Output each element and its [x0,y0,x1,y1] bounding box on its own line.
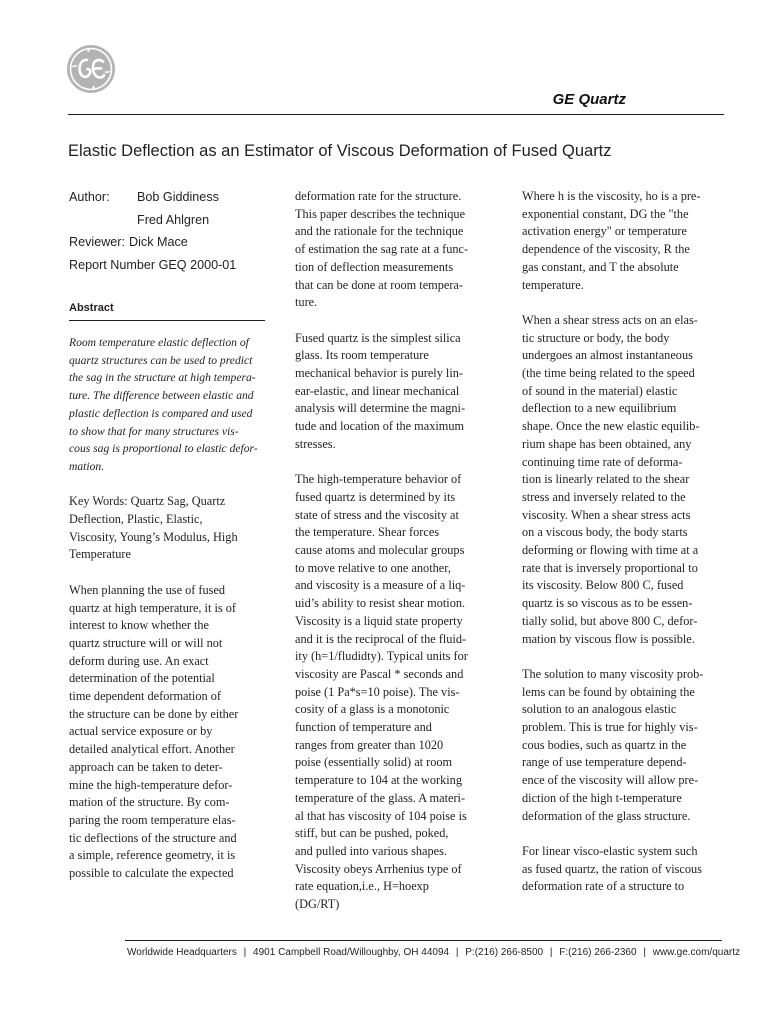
text-line: ear-elastic, and linear mechanical [295,383,460,398]
text-line: of sound in the material) elastic [522,383,678,398]
text-line: undergoes an almost instantaneous [522,348,693,363]
text-line: tic structure or body, the body [522,330,670,345]
header-divider [68,114,724,115]
text-line: al that has viscosity of 104 poise is [295,808,467,823]
text-line: function of temperature and [295,720,432,735]
author-name: Bob Giddiness [137,190,219,204]
text-line: deformation rate of a structure to [522,879,685,894]
text-line: When a shear stress acts on an elas- [522,312,698,327]
text-line: uid’s ability to resist shear motion. [295,596,466,611]
author-name: Fred Ahlgren [137,212,210,227]
text-line: rate equation,i.e., H=hoexp [295,879,429,894]
abstract-divider [69,320,265,321]
text-line: ture. [295,295,318,310]
text-line: time dependent deformation of [69,689,221,704]
text-line: Viscosity is a liquid state property [295,613,463,628]
text-line: the sag in the structure at high tempera- [69,371,256,385]
text-line: and pulled into various shapes. [295,843,447,858]
text-column-3 [522,188,727,914]
text-line: Temperature [69,547,131,562]
abstract-heading: Abstract [69,302,114,314]
text-line: range of use temperature depend- [522,755,687,770]
text-line: tially solid, but above 800 C, defor- [522,613,698,628]
reviewer-row [69,231,279,254]
paragraph [295,330,500,454]
text-line: mine the high-temperature defor- [69,777,233,792]
text-column-1 [69,334,269,900]
paragraph [69,582,269,883]
text-line: temperature of the glass. A materi- [295,790,466,805]
text-line: glass. Its room temperature [295,348,429,363]
report-number: Report Number GEQ 2000-01 [69,257,237,272]
text-line: the temperature. Shear forces [295,525,440,540]
text-line: actual service exposure or by [69,724,213,739]
text-line: detailed analytical effort. Another [69,742,235,757]
text-line: deformation rate for the structure. [295,189,462,203]
text-line: tic deflections of the structure and [69,830,237,845]
text-line: analysis will determine the magni- [295,401,466,416]
text-line: mechanical behavior is purely lin- [295,366,463,381]
text-line: The solution to many viscosity prob- [522,666,704,681]
text-line: Deflection, Plastic, Elastic, [69,512,203,527]
author-row [69,209,279,232]
footer-company: Worldwide Headquarters [127,947,237,958]
paragraph [69,493,269,564]
text-line: ity (h=1/fludidty). Typical units for [295,649,468,664]
text-line: The high-temperature behavior of [295,472,462,487]
text-column-2 [295,188,500,931]
text-line: shape. Once the new elastic equilib- [522,419,700,434]
document-title: Elastic Deflection as an Estimator of Viscous Deformation of Fused Quartz [68,142,612,160]
footer-divider [125,940,722,941]
footer-phone: P:(216) 266-8500 [465,947,544,958]
text-line: poise (1 Pa*s=10 poise). The vis- [295,684,460,699]
text-line: tion is linearly related to the shear [522,472,690,487]
paragraph [522,312,727,648]
text-line: ence of the viscosity will allow pre- [522,773,699,788]
text-line: solution to an analogous elastic [522,702,677,717]
text-line: cosity of a glass is a monotonic [295,702,450,717]
text-line: rate that is inversely proportional to [522,560,698,575]
text-line: mation of the structure. By com- [69,795,230,810]
text-line: quartz is so viscous as to be essen- [522,596,693,611]
text-line: as fused quartz, the ration of viscous [522,861,702,876]
text-line: Where h is the viscosity, ho is a pre- [522,189,701,203]
text-line: When planning the use of fused [69,582,226,597]
text-line: plastic deflection is compared and used [69,406,253,420]
text-line: possible to calculate the expected [69,866,234,881]
paragraph [295,471,500,914]
footer-website-link[interactable]: www.ge.com/quartz [652,947,740,958]
paragraph [522,843,727,896]
text-line: tion of deflection measurements [295,259,454,274]
text-line: tude and location of the maximum [295,419,465,434]
text-line: its viscosity. Below 800 C, fused [522,578,684,593]
text-line: This paper describes the technique [295,206,466,221]
footer [127,947,740,958]
text-line: determination of the potential [69,671,215,686]
text-line: cous sag is proportional to elastic defor- [69,442,258,456]
text-line: quartz structures can be used to predict [69,353,253,367]
text-line: cause atoms and molecular groups [295,543,465,558]
text-line: that can be done at room tempera- [295,277,463,292]
text-line: poise (essentially solid) at room [295,755,453,770]
text-line: approach can be taken to deter- [69,759,223,774]
text-line: stresses. [295,436,336,451]
text-line: and it is the reciprocal of the fluid- [295,631,467,646]
text-line: to move relative to one another, [295,560,451,575]
reviewer-label: Reviewer: [69,235,125,250]
text-line: Room temperature elastic deflection of [69,336,249,349]
text-line: Key Words: Quartz Sag, Quartz [69,494,226,509]
text-line: ture. The difference between elastic and [69,389,254,403]
text-line: cous bodies, such as quartz in the [522,737,687,752]
text-line: and the rationale for the technique [295,224,464,239]
text-line: mation. [69,459,105,473]
paragraph [69,334,269,476]
text-line: dependence of the viscosity, R the [522,242,690,257]
text-line: deforming or flowing with time at a [522,543,699,558]
paragraph [295,188,500,312]
text-line: fused quartz is determined by its [295,489,456,504]
paragraph [522,188,727,294]
text-line: on a viscous body, the body starts [522,525,688,540]
text-line: temperature. [522,277,584,292]
reviewer-name: Dick Mace [129,235,188,250]
text-line: (the time being related to the speed [522,366,695,381]
text-line: to show that for many structures vis- [69,424,239,438]
text-line: stiff, but can be pushed, poked, [295,826,449,841]
text-line: deform during use. An exact [69,653,209,668]
text-line: quartz at high temperature, it is of [69,600,236,615]
brand-name: GE Quartz [552,91,626,108]
text-line: lems can be found by obtaining the [522,684,695,699]
text-line: mation by viscous flow is possible. [522,631,695,646]
text-line: exponential constant, DG the "the [522,206,689,221]
footer-fax: F:(216) 266-2360 [559,947,637,958]
text-line: viscosity are Pascal * seconds and [295,666,464,681]
text-line: gas constant, and T the absolute [522,259,679,274]
text-line: temperature to 104 at the working [295,773,462,788]
text-line: rium shape has been obtained, any [522,436,692,451]
text-line: Viscosity, Young’s Modulus, High [69,529,238,544]
text-line: ranges from greater than 1020 [295,737,444,752]
footer-address: 4901 Campbell Road/Willoughby, OH 44094 [253,947,450,958]
text-line: the structure can be done by either [69,706,239,721]
text-line: (DG/RT) [295,897,340,912]
text-line: state of stress and the viscosity at [295,507,459,522]
author-label: Author: [69,190,110,204]
text-line: quartz structure will or will not [69,635,223,650]
text-line: a simple, reference geometry, it is [69,848,236,863]
text-line: deflection to a new equilibrium [522,401,677,416]
footer-separator: | [455,947,459,958]
text-line: stress and inversely related to the [522,489,686,504]
footer-separator: | [643,947,646,958]
paragraph [522,666,727,825]
text-line: For linear visco-elastic system such [522,843,698,858]
text-line: paring the room temperature elas- [69,812,236,827]
footer-separator: | [243,947,247,958]
text-line: viscosity. When a shear stress acts [522,507,691,522]
text-line: of estimation the sag rate at a func- [295,242,469,257]
text-line: interest to know whether the [69,618,210,633]
document-metadata [69,186,279,276]
text-line: Viscosity obeys Arrhenius type of [295,861,462,876]
text-line: Fused quartz is the simplest silica [295,330,461,345]
author-row [69,186,279,209]
text-line: diction of the high t-temperature [522,790,682,805]
ge-logo [66,44,116,94]
text-line: activation energy" or temperature [522,224,687,239]
footer-separator: | [549,947,553,958]
text-line: and viscosity is a measure of a liq- [295,578,466,593]
text-line: continuing time rate of deforma- [522,454,683,469]
text-line: problem. This is true for highly vis- [522,720,698,735]
text-line: deformation of the glass structure. [522,808,691,823]
